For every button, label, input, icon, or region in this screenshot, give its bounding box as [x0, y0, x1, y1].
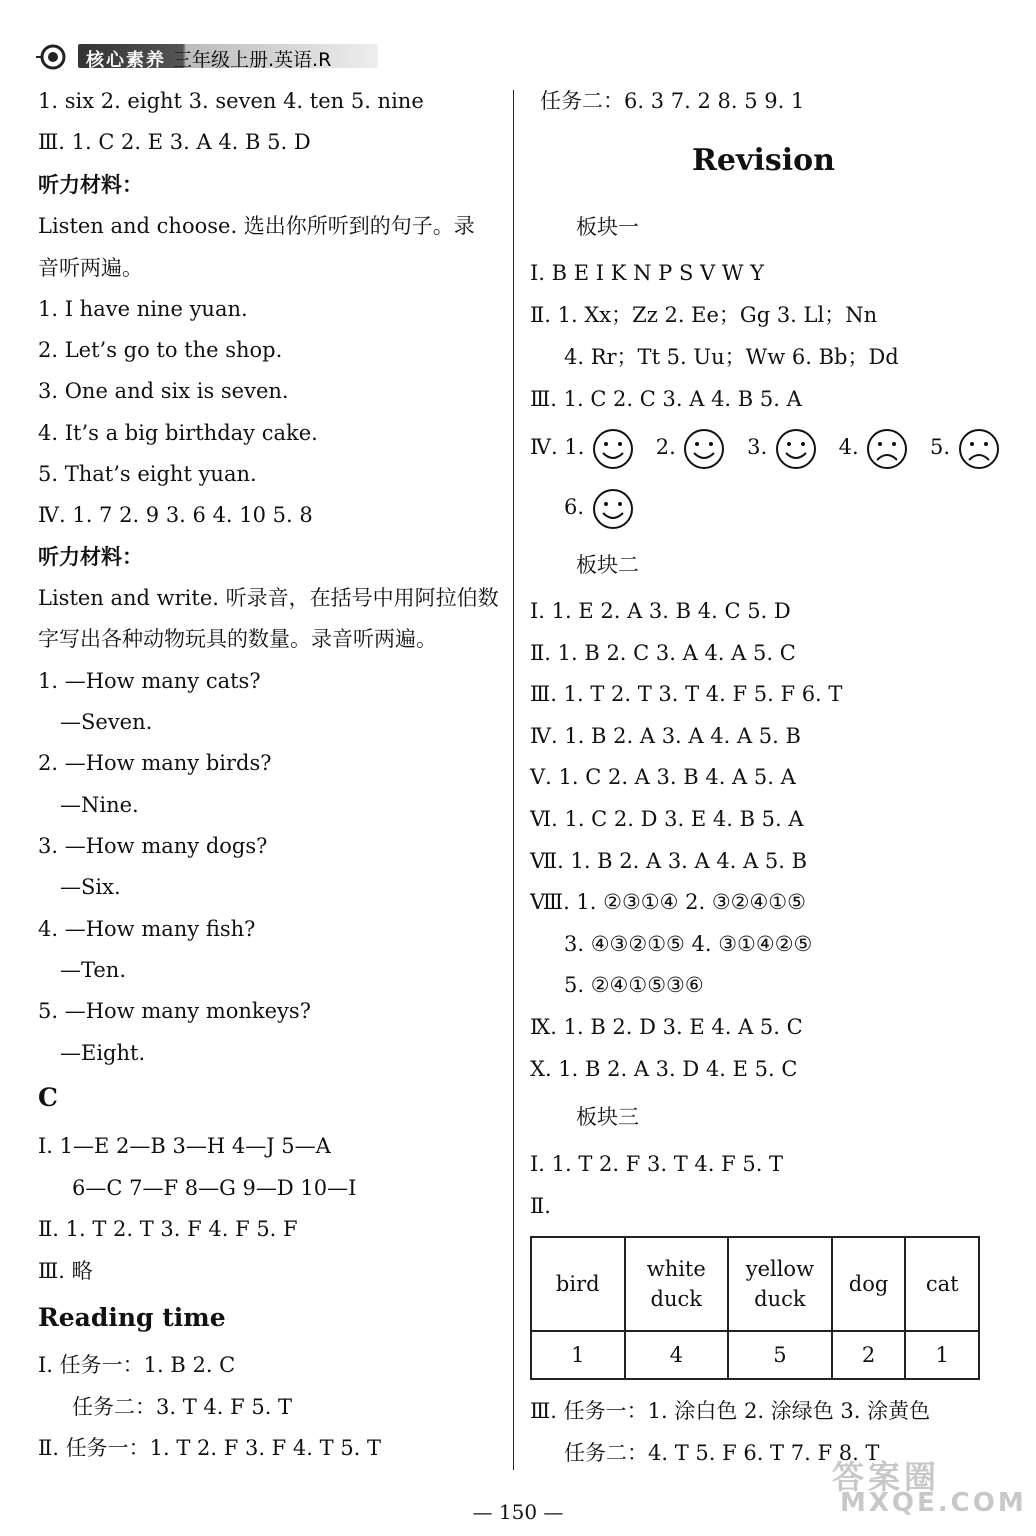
table-cell: 2	[832, 1331, 906, 1379]
answer-number: 6.	[564, 495, 585, 519]
answer-line: 任务二：6. 3 7. 2 8. 5 9. 1	[540, 89, 805, 113]
answer-line: Ⅵ. 1. C 2. D 3. E 4. B 5. A	[530, 807, 804, 831]
table-cell: cat	[905, 1237, 979, 1331]
answer-number: Ⅳ. 1.	[530, 435, 585, 459]
answer-line: 3. ④③②①⑤ 4. ③①④②⑤	[564, 932, 813, 956]
brand-name: 核心素养	[86, 50, 166, 71]
text-line: 4. —How many fish?	[38, 917, 256, 941]
table-cell: white duck	[625, 1237, 729, 1331]
table-cell: 1	[905, 1331, 979, 1379]
text-line: 字写出各种动物玩具的数量。录音听两遍。	[38, 627, 437, 651]
happy-face-icon	[591, 427, 635, 471]
block-heading: 板块二	[576, 553, 639, 577]
answer-line: Ⅲ. 1. C 2. E 3. A 4. B 5. D	[38, 130, 311, 154]
logo-icon	[36, 44, 70, 70]
text-line: Listen and choose. 选出你所听到的句子。录	[38, 214, 475, 238]
text-line: 1. —How many cats?	[38, 669, 261, 693]
answer-line: Ⅱ. 1. T 2. T 3. F 4. F 5. F	[38, 1217, 298, 1241]
answer-line: 1. six 2. eight 3. seven 4. ten 5. nine	[38, 89, 424, 113]
text-line: 5. —How many monkeys?	[38, 999, 311, 1023]
watermark-url: MXQE.COM	[840, 1488, 1027, 1518]
answer-line: Ⅰ. 1. T 2. F 3. T 4. F 5. T	[530, 1152, 784, 1176]
answer-line: Ⅲ. 略	[38, 1259, 93, 1283]
answer-line: 4. Rr；Tt 5. Uu；Ww 6. Bb；Dd	[564, 345, 899, 369]
table-cell: dog	[832, 1237, 906, 1331]
answer-line: Ⅹ. 1. B 2. A 3. D 4. E 5. C	[530, 1057, 798, 1081]
happy-face-icon	[682, 427, 726, 471]
answer-line: Ⅰ. B E I K N P S V W Y	[530, 261, 764, 285]
answer-line: Ⅸ. 1. B 2. D 3. E 4. A 5. C	[530, 1015, 803, 1039]
text-line: 2. —How many birds?	[38, 751, 272, 775]
text-line: —Eight.	[60, 1041, 146, 1065]
answer-line: Ⅱ.	[530, 1194, 551, 1218]
text-line: 音听两遍。	[38, 256, 143, 280]
answer-line: Ⅷ. 1. ②③①④ 2. ③②④①⑤	[530, 890, 806, 914]
answer-line: Ⅴ. 1. C 2. A 3. B 4. A 5. A	[530, 765, 796, 789]
answer-number: 4.	[838, 435, 859, 459]
answer-line: Ⅰ. 1—E 2—B 3—H 4—J 5—A	[38, 1134, 331, 1158]
answer-line: 5. ②④①⑤③⑥	[564, 973, 704, 997]
faces-row	[564, 485, 635, 529]
text-line: 5. That’s eight yuan.	[38, 462, 257, 486]
answer-number: 3.	[747, 435, 768, 459]
text-line: 1. I have nine yuan.	[38, 297, 248, 321]
answer-line: Ⅲ. 1. T 2. T 3. T 4. F 5. F 6. T	[530, 682, 843, 706]
answer-line: 6—C 7—F 8—G 9—D 10—I	[72, 1176, 357, 1200]
answer-line: 任务二：3. T 4. F 5. T	[72, 1395, 293, 1419]
page-header	[28, 42, 358, 72]
section-heading: C	[38, 1083, 58, 1112]
answer-line: Ⅱ. 1. Xx；Zz 2. Ee；Gg 3. Ll；Nn	[530, 303, 878, 327]
text-line: —Seven.	[60, 710, 153, 734]
section-label: 听力材料：	[38, 544, 143, 569]
answer-line: Ⅳ. 1. B 2. A 3. A 4. A 5. B	[530, 724, 801, 748]
section-heading: Revision	[692, 143, 835, 178]
text-line: 4. It’s a big birthday cake.	[38, 421, 318, 445]
answer-number: 2.	[655, 435, 676, 459]
text-line: 2. Let’s go to the shop.	[38, 338, 283, 362]
watermark	[832, 1452, 1027, 1522]
answer-line: Ⅲ. 1. C 2. C 3. A 4. B 5. A	[530, 387, 802, 411]
answer-line: Ⅱ. 任务一：1. T 2. F 3. F 4. T 5. T	[38, 1436, 382, 1460]
table-cell: bird	[531, 1237, 625, 1331]
text-line: —Ten.	[60, 958, 127, 982]
happy-face-icon	[774, 427, 818, 471]
happy-face-icon	[591, 487, 635, 531]
watermark-text: 答案圈	[832, 1458, 941, 1496]
text-line: —Six.	[60, 875, 121, 899]
block-heading: 板块一	[576, 215, 639, 239]
table-cell: 5	[728, 1331, 832, 1379]
text-line: —Nine.	[60, 793, 139, 817]
sad-face-icon	[865, 427, 909, 471]
column-divider	[513, 90, 514, 1470]
answer-line: Ⅶ. 1. B 2. A 3. A 4. A 5. B	[530, 849, 808, 873]
book-title: 三年级上册.英语.R	[173, 49, 332, 71]
table-cell: yellow duck	[728, 1237, 832, 1331]
table-header-row	[531, 1237, 979, 1331]
section-label: 听力材料：	[38, 172, 143, 197]
page-number: — 150 —	[472, 1500, 564, 1524]
text-line: 3. —How many dogs?	[38, 834, 268, 858]
table-cell: 4	[625, 1331, 729, 1379]
text-line: 3. One and six is seven.	[38, 379, 289, 403]
answer-line: 任务二：4. T 5. F 6. T 7. F 8. T	[564, 1441, 880, 1465]
answer-line: Ⅳ. 1. 7 2. 9 3. 6 4. 10 5. 8	[38, 503, 313, 527]
answer-table	[530, 1236, 980, 1380]
block-heading: 板块三	[576, 1105, 639, 1129]
table-row	[531, 1331, 979, 1379]
answer-line: Ⅰ. 1. E 2. A 3. B 4. C 5. D	[530, 599, 791, 623]
sad-face-icon	[957, 427, 1001, 471]
section-heading: Reading time	[38, 1303, 226, 1332]
answer-line: Ⅰ. 任务一：1. B 2. C	[38, 1353, 236, 1377]
answer-number: 5.	[930, 435, 951, 459]
answer-line: Ⅲ. 任务一：1. 涂白色 2. 涂绿色 3. 涂黄色	[530, 1399, 931, 1423]
table-cell: 1	[531, 1331, 625, 1379]
faces-row	[530, 425, 1001, 469]
answer-line: Ⅱ. 1. B 2. C 3. A 4. A 5. C	[530, 641, 796, 665]
text-line: Listen and write. 听录音，在括号中用阿拉伯数	[38, 586, 499, 610]
